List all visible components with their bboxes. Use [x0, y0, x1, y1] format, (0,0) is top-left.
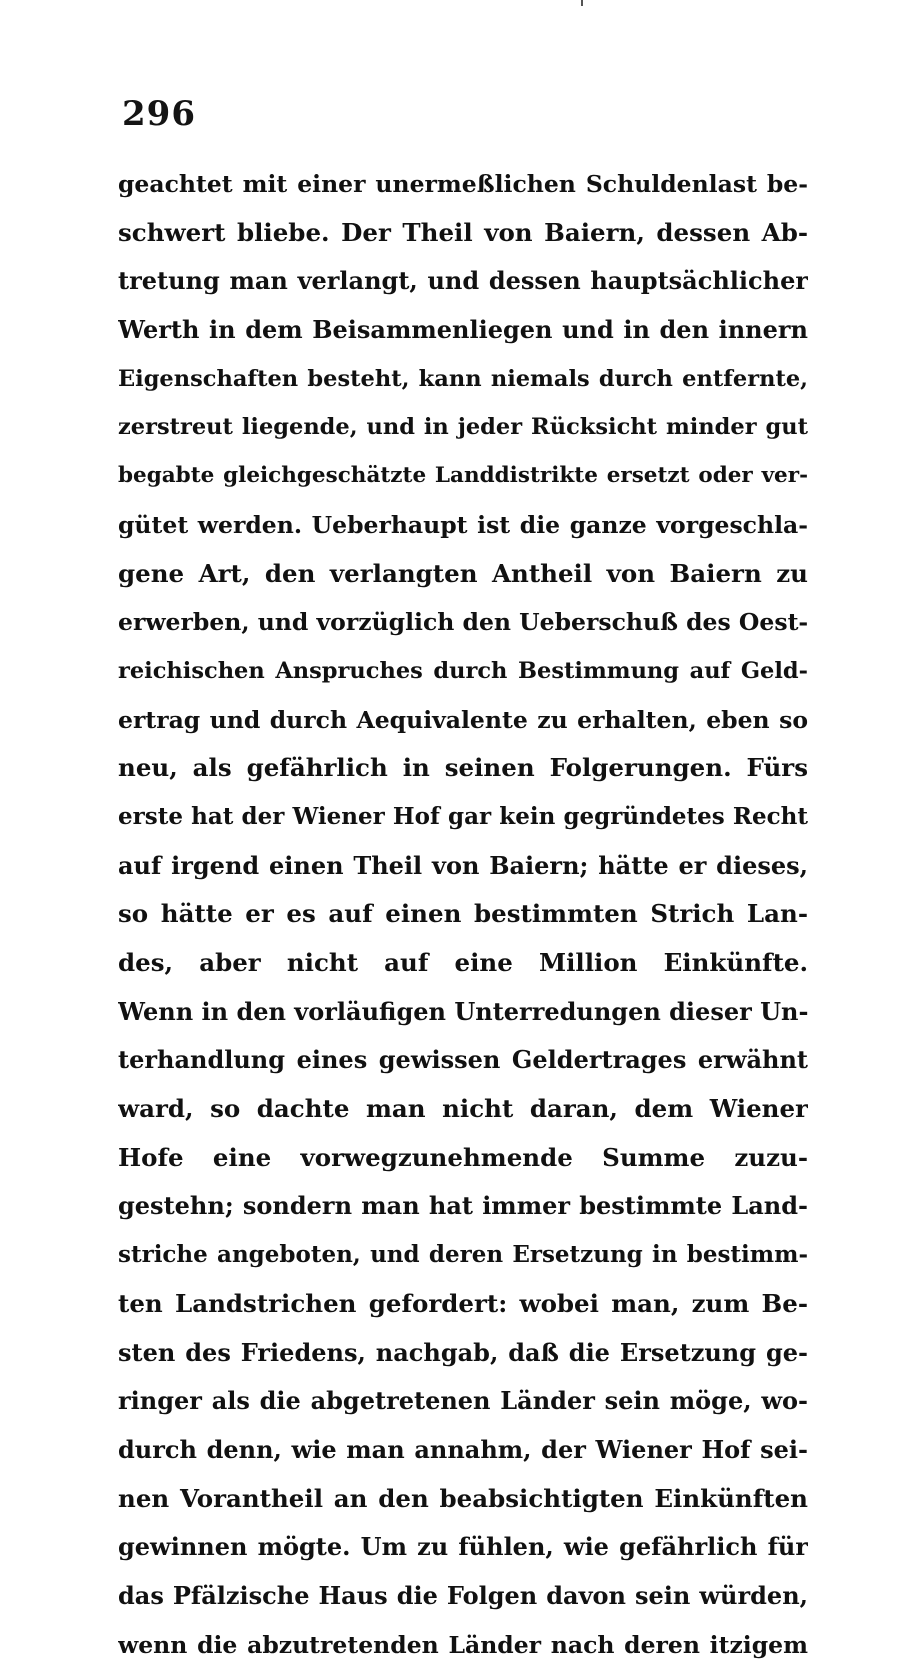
text-line: begabte gleichgeschätzte Landdistrikte ersetzt oder ver- — [118, 463, 808, 489]
body-text — [118, 160, 808, 1669]
text-line: des, aber nicht auf eine Million Einkünfte. — [118, 948, 808, 977]
page-number: 296 — [122, 94, 196, 134]
text-line: tretung man verlangt, und dessen hauptsächlicher — [118, 266, 808, 296]
text-line: ringer als die abgetretenen Länder sein möge, wo- — [118, 1386, 808, 1416]
text-line: erste hat der Wiener Hof gar kein gegründetes Recht — [118, 802, 808, 830]
text-line: gewinnen mögte. Um zu fühlen, wie gefährlich für — [118, 1532, 808, 1562]
text-line: zerstreut liegende, und in jeder Rücksicht minder gut — [118, 414, 808, 441]
text-line: auf irgend einen Theil von Baiern; hätte er dieses, — [118, 850, 808, 880]
text-line: Hofe eine vorwegzunehmende Summe zuzu- — [118, 1142, 808, 1172]
text-line: Werth in dem Beisammenliegen und in den innern — [118, 315, 808, 345]
text-line: erwerben, und vorzüglich den Ueberschuß des Oest- — [118, 608, 808, 637]
text-line: geachtet mit einer unermeßlichen Schuldenlast be- — [118, 170, 808, 198]
text-line: gene Art, den verlangten Antheil von Baiern zu — [118, 558, 808, 588]
text-line: terhandlung eines gewissen Geldertrages erwähnt — [118, 1045, 808, 1075]
text-line: durch denn, wie man annahm, der Wiener Hof sei- — [118, 1434, 808, 1464]
text-line: neu, als gefährlich in seinen Folgerungen. Fürs — [118, 753, 808, 783]
text-line: das Pfälzische Haus die Folgen davon sein würden, — [118, 1580, 808, 1610]
text-line: ertrag und durch Aequivalente zu erhalten, eben so — [118, 705, 808, 734]
text-line: striche angeboten, und deren Ersetzung in bestimm- — [118, 1241, 808, 1269]
text-line: ten Landstrichen gefordert: wobei man, zum Be- — [118, 1288, 808, 1318]
text-line: Wenn in den vorläufigen Unterredungen dieser Un- — [118, 996, 808, 1026]
text-line: gestehn; sondern man hat immer bestimmte Land- — [118, 1191, 808, 1221]
scan-mark — [581, 0, 583, 6]
text-line: reichischen Anspruches durch Bestimmung auf Geld- — [118, 657, 808, 684]
text-line: Eigenschaften besteht, kann niemals durch entfernte, — [118, 365, 808, 392]
text-line: gütet werden. Ueberhaupt ist die ganze vorgeschla- — [118, 510, 808, 539]
text-line: ward, so dachte man nicht daran, dem Wiener — [118, 1094, 808, 1124]
text-line: nen Vorantheil an den beabsichtigten Einkünften — [118, 1483, 808, 1513]
text-line: so hätte er es auf einen bestimmten Strich Lan- — [118, 899, 808, 929]
text-line: sten des Friedens, nachgab, daß die Ersetzung ge- — [118, 1337, 808, 1367]
text-line: schwert bliebe. Der Theil von Baiern, dessen Ab- — [118, 217, 808, 247]
text-line: wenn die abzutretenden Länder nach deren itzigem — [118, 1630, 808, 1659]
